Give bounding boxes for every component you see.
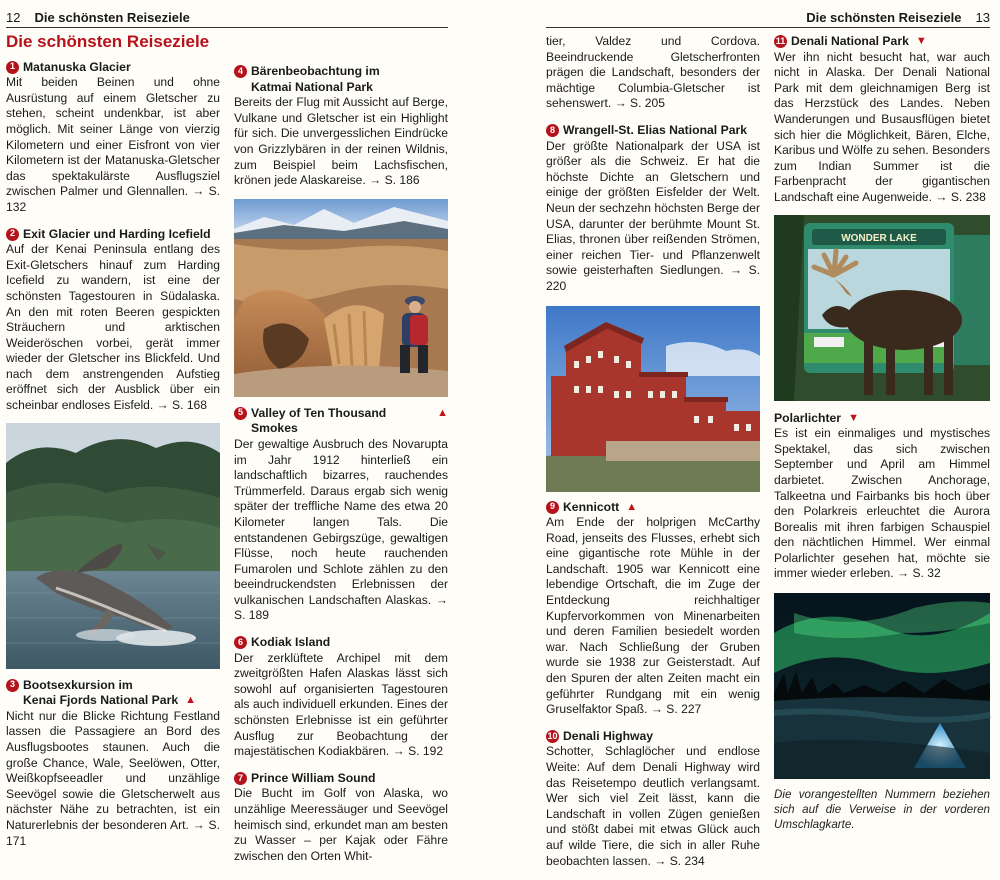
- triangle-down-icon: ▼: [848, 411, 859, 424]
- whale-breach-image: [6, 423, 220, 669]
- left-running-header: [6, 8, 448, 28]
- entry-7: [234, 771, 448, 865]
- number-badge: 11: [774, 35, 787, 48]
- valley-hiker-image: [234, 199, 448, 397]
- aurora-photo: [774, 593, 990, 779]
- entry-text: Bereits der Flug mit Aussicht auf Berge, Vulkane und Gletscher ist ein Highlight für sich. Die unvergesslichen Eindrücke von Grizzlybären in der reinen Wildnis, zum Beispiel beim Lachsfischen, krönen jede Alaskareise. → S. 186: [234, 95, 448, 188]
- moose-bus-photo: [774, 215, 990, 401]
- entry-title: Polarlichter: [774, 410, 842, 425]
- entry-title: Kodiak Island: [251, 635, 331, 650]
- triangle-down-icon: ▼: [915, 35, 927, 47]
- right-running-header: [546, 8, 990, 28]
- entry-title: Denali Highway: [563, 728, 654, 743]
- entry-title-line-2: Katmai National Park: [251, 79, 373, 94]
- entry-1: [6, 60, 220, 216]
- number-badge: 7: [234, 772, 247, 785]
- valley-photo: [234, 199, 448, 397]
- number-badge: 1: [6, 61, 19, 74]
- left-page: [0, 0, 460, 863]
- left-header-title: Die schönsten Reiseziele: [34, 10, 190, 25]
- number-badge: 4: [234, 65, 247, 78]
- entry-5: [234, 406, 448, 624]
- entry-title: Bootsexkursion im: [23, 677, 133, 692]
- number-badge: 2: [6, 228, 19, 241]
- entry-7-continued: [546, 34, 760, 112]
- entry-title: Bärenbeobachtung im: [251, 64, 380, 78]
- right-column-2: [774, 34, 990, 832]
- triangle-up-icon: ▲: [185, 694, 196, 707]
- entry-10: [546, 729, 760, 869]
- moose-bus-image: [774, 215, 990, 401]
- entry-title: Exit Glacier und Harding Icefield: [23, 226, 211, 241]
- number-badge: 10: [546, 730, 559, 743]
- triangle-up-icon: ▲: [626, 500, 638, 513]
- entry-text: Am Ende der holprigen McCarthy Road, jenseits des Flusses, erhebt sich eine gigantische rote Mühle in der Landschaft. 1905 war Kennicott eine lebendige Ortschaft, die im Zuge der Entdeckung reichhaltiger Kupfervorkommen von Minenarbeiten und deren Familien besiedelt worden war. Nach Schließung der Gruben wurde sie 1938 zur Geisterstadt. Auf den Spuren der alten Zeiten macht ein geführter Rundgang mit ein wenig Gruselfaktor Spaß. → S. 227: [546, 515, 760, 717]
- aurora-tent-image: [774, 593, 990, 779]
- triangle-up-icon: ▲: [437, 406, 448, 419]
- left-column-1: [6, 34, 220, 860]
- entry-6: [234, 635, 448, 760]
- right-column-1: [546, 34, 760, 880]
- left-column-2: [234, 64, 448, 875]
- entry-text: Der zerklüftete Archipel mit dem zweitgrößten Hafen Alaskas lässt sich sowohl auf organisierten Tagestouren als auch individuell erkunden. Eines der schönsten Erlebnisse ist ein geführter Ausflug zur Beobachtung der majestätischen Kodiakbären. → S. 192: [234, 650, 448, 759]
- number-badge: 5: [234, 407, 247, 420]
- entry-text: Wer ihn nicht besucht hat, war auch nicht in Alaska. Der Denali National Park mit dem gleichnamigen Berg ist das Herzstück des Landes. Neben Wanderungen und Busausflügen bietet sich hier die Möglichkeit, Bären, Elche, Karibus und Wölfe zu sehen. Besonders zum Indian Summer ist die Farbenpracht der gigantischen Landschaft eine Augenweide. → S. 238: [774, 49, 990, 204]
- entry-title: Kennicott: [563, 499, 620, 514]
- entry-8: [546, 123, 760, 295]
- kennicott-photo: [546, 306, 760, 492]
- entry-title: Valley of Ten Thousand Smokes: [251, 405, 387, 436]
- entry-text: Auf der Kenai Peninsula entlang des Exit-Gletschers hinauf zum Harding Icefield zu wandern, ist eine der schönsten Tagestouren in Südalaska. An den mit roten Beeren gespickten Sträuchern und arktischen Weideröschen vorbei, gerät immer wieder der Gletscher ins Blickfeld. Und nach dem anstrengenden Aufstieg eröffnet sich der Ausblick über ein scheinbar endloses Eisfeld. → S. 168: [6, 242, 220, 413]
- entry-text: Es ist ein einmaliges und mystisches Spektakel, das sich zwischen September und April am Himmel darbietet. Zwischen Anchorage, Talkeetna und Fairbanks bis hoch über den Polarkreis erleuchtet die Aurora Borealis mit ihren farbigen Schauspiel den nächtlichen Himmel. Wer einmal Polarlichter gesehen hat, möchte sie immer wieder erleben. → S. 32: [774, 426, 990, 581]
- entry-text: Schotter, Schlaglöcher und endlose Weite: Auf dem Denali Highway wird das Reisetempo deutlich verlangsamt. Wer sich viel Zeit lässt, kann die Landschaft in vollen Zügen genießen und stößt dabei mit etwas Glück auch auf wilde Tiere, die sich in aller Ruhe beobachten lassen. → S. 234: [546, 744, 760, 868]
- entry-title: Wrangell-St. Elias National Park: [563, 122, 747, 137]
- entry-11: [774, 34, 990, 206]
- entry-title: Denali National Park: [791, 34, 909, 48]
- whale-photo: [6, 423, 220, 669]
- entry-3: [6, 678, 220, 850]
- entry-text: Mit beiden Beinen und ohne Ausrüstung auf einem Gletscher zu stehen, scheint undenkbar, ist aber möglich. Mit seiner Länge von vierzig Kilometern und einer Eisfront von vier Kilometern ist der Matanuska-Gletscher das spektakulärste Ausflugsziel zwischen Palmer und Glennallen. → S. 132: [6, 75, 220, 214]
- right-page-number: 13: [975, 10, 990, 25]
- kennicott-mill-image: [546, 306, 760, 492]
- entry-text: Der größte Nationalpark der USA ist größer als die Schweiz. Er hat die höchste Dichte an Gletschern und einige der größten Eisfelder der Welt. Neun der sechzehn höchsten Berge der USA, darunter der berühmte Mount St. Elias, thronen über reißenden Strömen, einer reichen Tier- und Pflanzenwelt sowie geisterhaften Siedlungen. → S. 220: [546, 138, 760, 293]
- entry-9: [546, 500, 760, 718]
- entry-text: Die Bucht im Golf von Alaska, wo unzählige Meeressäuger und Seevögel heimisch sind, erkundet man am besten zu Wasser – per Kajak oder Fähre zwischen den Orten Whit-: [234, 786, 448, 863]
- left-page-number: 12: [6, 10, 21, 25]
- entry-2: [6, 227, 220, 414]
- bus-destination-sign: WONDER LAKE: [841, 232, 917, 244]
- page-title: Die schönsten Reiseziele: [6, 32, 210, 51]
- entry-title: Prince William Sound: [251, 770, 376, 785]
- entry-title: Matanuska Glacier: [23, 59, 131, 74]
- photo-caption: Die vorangestellten Nummern beziehen sich auf die Verweise in der vorderen Umschlagkarte.: [774, 788, 990, 832]
- entry-text: Der gewaltige Ausbruch des Novarupta im Jahr 1912 hinterließ ein landschaftlich bizarres, rauchendes Trümmerfeld. Daraus ergab sich wenig später der treffliche Name des etwa 20 Kilometer langen Tals. Die entstandenen Gebirgszüge, gewaltigen Flüsse, noch heute rauchenden Fumarolen und Schlote zählen zu den beeindruckendsten Erlebnissen der vulkanischen Landschaften Alaskas. → S. 189: [234, 436, 448, 623]
- entry-polarlichter: [774, 411, 990, 583]
- right-page: [540, 0, 1000, 868]
- entry-text: Nicht nur die Blicke Richtung Festland lassen die Passagiere an Bord des Ausflugsbootes staunen. Auch die große Chance, Wale, Seelöwen, Otter, Weißkopfseeadler und unzählige Seevögel sowie die Gletscherwelt aus nächster Nähe zu betrachten, ist ein Naturerlebnis der besonderen Art. → S. 171: [6, 708, 220, 848]
- entry-4: [234, 64, 448, 189]
- entry-title-line-2: Kenai Fjords National Park: [23, 693, 179, 708]
- number-badge: 8: [546, 124, 559, 137]
- number-badge: 9: [546, 501, 559, 514]
- number-badge: 3: [6, 679, 19, 692]
- right-header-title: Die schönsten Reiseziele: [806, 10, 962, 25]
- number-badge: 6: [234, 636, 247, 649]
- entry-text: tier, Valdez und Cordova. Beeindruckende Gletscherfronten prägen die Landschaft, besonders der mächtige Columbia-Gletscher ist sehenswert. → S. 205: [546, 34, 760, 111]
